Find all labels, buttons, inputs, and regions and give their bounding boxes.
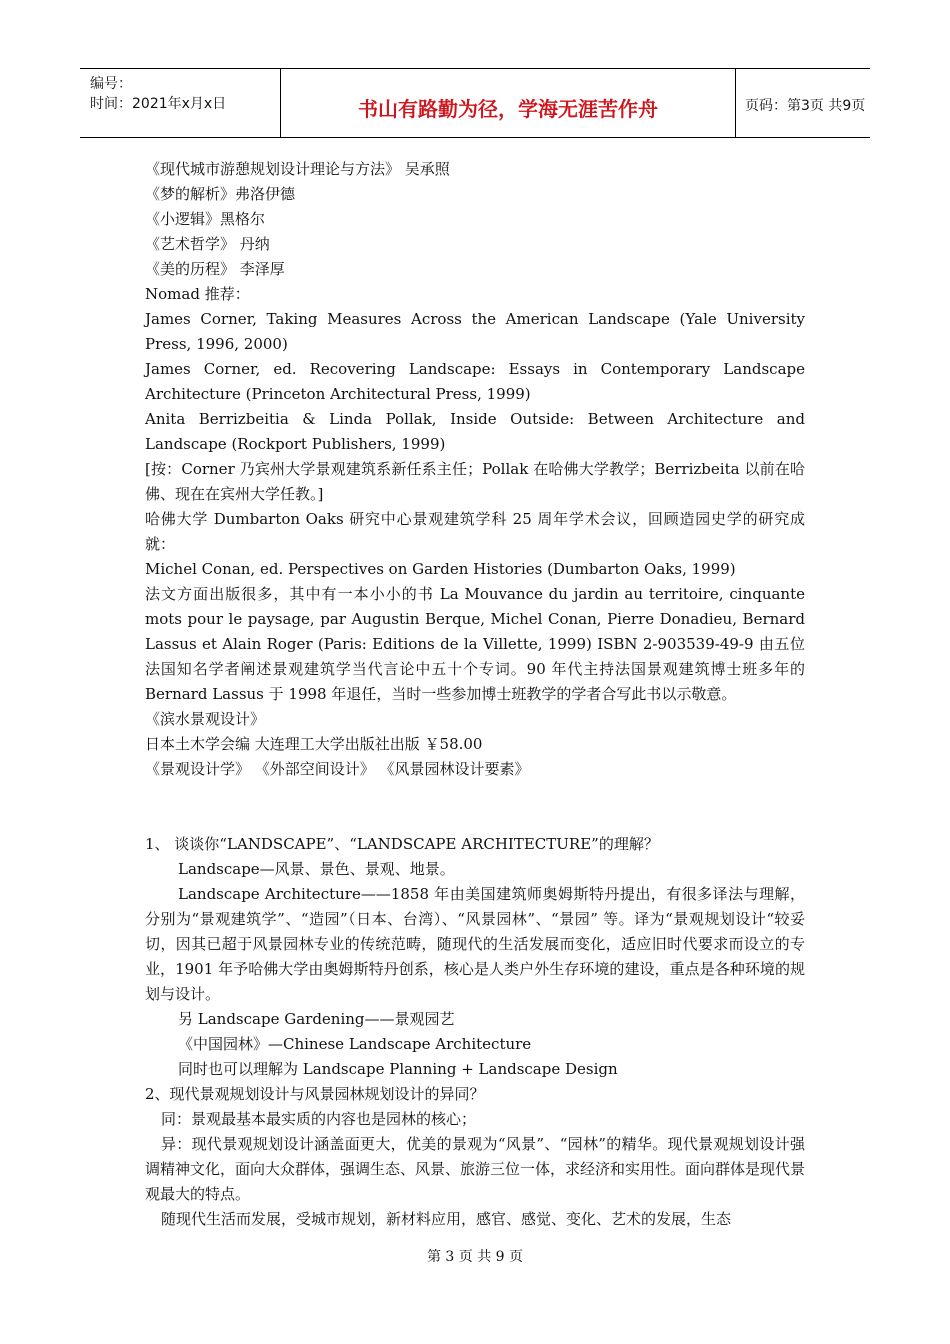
answer-paragraph: 随现代生活而发展，受城市规划，新材料应用，感官、感觉、变化、艺术的发展，生态 — [161, 1210, 732, 1228]
reading-item: 《滨水景观设计》 — [145, 710, 266, 728]
conference-note: 哈佛大学 Dumbarton Oaks 研究中心景观建筑学科 25 周年学术会议，回顾造园史学的研究成就： — [145, 510, 805, 553]
answer-line: Landscape—风景、景色、景观、地景。 — [178, 860, 455, 878]
editor-note: [按：Corner 乃宾州大学景观建筑系新任系主任；Pollak 在哈佛大学教学；Berrizbeita 以前在哈佛、现在在宾州大学任教。] — [145, 460, 805, 503]
reading-item: 《小逻辑》黑格尔 — [145, 210, 266, 228]
section-spacer — [145, 782, 805, 832]
header-page-info: 页码：第3页 共9页 — [745, 98, 866, 114]
reference-entry: Michel Conan, ed. Perspectives on Garden Histories (Dumbarton Oaks, 1999) — [145, 560, 736, 578]
question-1: 1、 谈谈你“LANDSCAPE”、“LANDSCAPE ARCHITECTURE”的理解？ — [145, 835, 659, 853]
header-page-cell — [735, 69, 870, 137]
reference-entry: James Corner, ed. Recovering Landscape: Essays in Contemporary Landscape Architecture (Princeton Architectural Press, 1999) — [145, 360, 805, 403]
reference-entry: James Corner, Taking Measures Across the American Landscape (Yale University Press, 1996, 2000) — [145, 310, 805, 353]
reading-item: 《美的历程》 李泽厚 — [145, 260, 285, 278]
answer-line: 同：景观最基本最实质的内容也是园林的核心； — [161, 1110, 477, 1128]
document-number-label: 编号： — [90, 76, 132, 92]
reading-item: 《艺术哲学》 丹纳 — [145, 235, 270, 253]
answer-paragraph: 异：现代景观规划设计涵盖面更大，优美的景观为“风景”、“园林”的精华。现代景观规划设计强调精神文化，面向大众群体，强调生态、风景、旅游三位一体，求经济和实用性。面向群体是现代景观最大的特点。 — [145, 1135, 806, 1203]
answer-line: 同时也可以理解为 Landscape Planning + Landscape Design — [178, 1060, 618, 1078]
header-motto-cell — [280, 69, 736, 137]
recommendation-heading: Nomad 推荐： — [145, 285, 250, 303]
french-publications-paragraph: 法文方面出版很多，其中有一本小小的书 La Mouvance du jardin au territoire, cinquante mots pour le paysage, par Augustin Berque, Michel Conan, Pierre Donadieu, Bernard Lassus et Alain Roger (Paris: Editions de la Villette, 1999) ISBN 2-903539-49-9 由五位法国知名学者阐述景观建筑学当代言论中五十个专词。90 年代主持法国景观建筑博士班多年的 Bernard Lassus 于 1998 年退任，当时一些参加博士班教学的学者合写此书以示敬意。 — [145, 585, 805, 703]
answer-line: 《中国园林》—Chinese Landscape Architecture — [178, 1035, 532, 1053]
answer-line: 另 Landscape Gardening——景观园艺 — [178, 1010, 455, 1028]
document-body — [145, 157, 805, 1232]
reference-entry: Anita Berrizbeitia & Linda Pollak, Inside Outside: Between Architecture and Landscape (Rockport Publishers, 1999) — [145, 410, 805, 453]
page-header — [80, 68, 870, 138]
header-motto: 书山有路勤为径，学海无涯苦作舟 — [358, 97, 658, 121]
page-footer: 第 3 页 共 9 页 — [426, 1249, 524, 1265]
reading-item: 《现代城市游憩规划设计理论与方法》 吴承照 — [145, 160, 450, 178]
answer-paragraph: Landscape Architecture——1858 年由美国建筑师奥姆斯特丹提出，有很多译法与理解，分别为“景观建筑学”、“造园”（日本、台湾）、“风景园林”、“景园” 等。译为“景观规划设计“较妥切，因其已超于风景园林专业的传统范畴，随现代的生活发展而变化，适应旧时代要求而设立的专业，1901 年予哈佛大学由奥姆斯特丹创系，核心是人类户外生存环境的建设，重点是各种环境的规划与设计。 — [145, 885, 805, 1003]
question-2: 2、现代景观规划设计与风景园林规划设计的异同？ — [145, 1085, 485, 1103]
header-info-cell — [80, 69, 280, 137]
document-time-label: 时间：2021年x月x日 — [90, 96, 227, 112]
publisher-info: 日本土木学会编 大连理工大学出版社出版 ￥58.00 — [145, 735, 483, 753]
reading-list-line: 《景观设计学》 《外部空间设计》 《风景园林设计要素》 — [145, 760, 530, 778]
reading-item: 《梦的解析》弗洛伊德 — [145, 185, 296, 203]
